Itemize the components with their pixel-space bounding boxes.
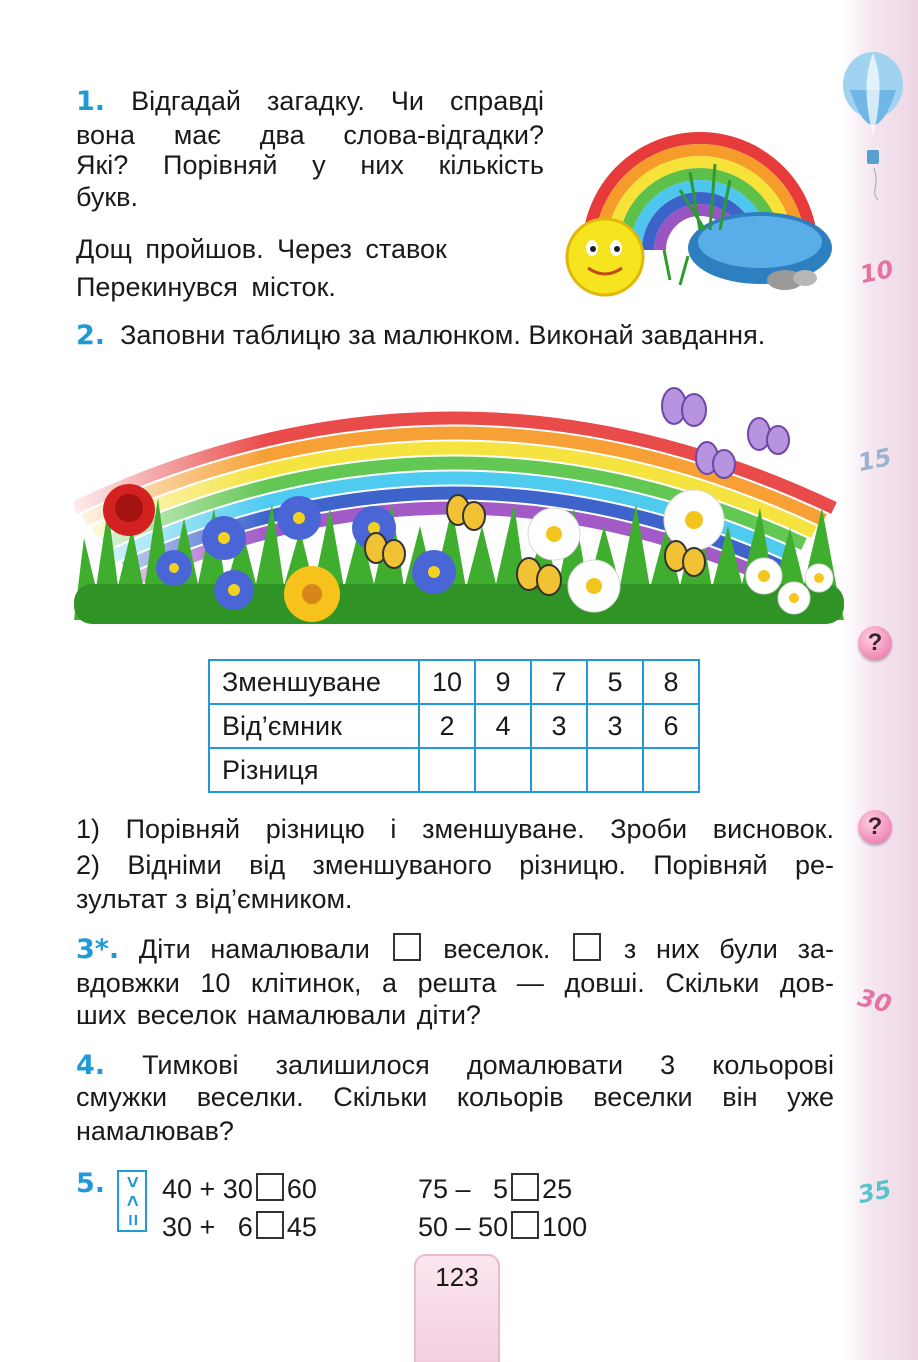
comparison-expression xyxy=(162,1172,317,1206)
task3-text: веселок. xyxy=(443,934,551,964)
table-cell: 7 xyxy=(531,660,587,704)
expression-right: 60 xyxy=(286,1174,317,1204)
task-number: 4. xyxy=(76,1050,106,1081)
task3-text: з них були за- xyxy=(623,934,834,964)
symbol-equal: = xyxy=(121,1214,143,1227)
task2-text: Заповни таблицю за малюнком. Виконай завдання. xyxy=(120,320,766,350)
expression-right: 25 xyxy=(542,1174,573,1204)
empty-answer-cell[interactable] xyxy=(531,748,587,792)
task5-number: 5. xyxy=(76,1168,106,1199)
sidebar-number-35: 35 xyxy=(855,1174,894,1210)
sidebar-number-15: 15 xyxy=(855,442,894,478)
task2-subtask2-line1: 2) Відніми від зменшуваного різницю. Порівняй ре- xyxy=(76,850,834,880)
balloon-icon xyxy=(840,50,910,200)
expression-left: 30 + 6 xyxy=(162,1212,253,1242)
expression-right: 45 xyxy=(286,1212,317,1242)
blank-box[interactable] xyxy=(573,933,601,961)
task1-line3: Які? Порівняй у них кількість xyxy=(76,150,544,180)
row-header-difference: Різниця xyxy=(209,748,419,792)
table-row xyxy=(209,704,699,748)
rainbow-meadow-illustration xyxy=(74,358,844,628)
table-row xyxy=(209,748,699,792)
riddle-line1: Дощ пройшов. Через ставок xyxy=(76,234,447,264)
table-cell: 3 xyxy=(531,704,587,748)
task1-text: Відгадай загадку. Чи справді xyxy=(131,86,544,116)
task3-line1 xyxy=(76,932,834,967)
task1-line1 xyxy=(76,84,544,119)
table-cell: 2 xyxy=(419,704,475,748)
riddle-line2: Перекинувся місток. xyxy=(76,272,336,302)
task4-text: Тимкові залишилося домалювати 3 кольорові xyxy=(142,1050,834,1080)
table-cell: 4 xyxy=(475,704,531,748)
task4-line1 xyxy=(76,1048,834,1083)
sidebar-number-10: 10 xyxy=(857,254,896,290)
comparison-symbols-box xyxy=(117,1170,147,1232)
comparison-expression xyxy=(418,1172,572,1206)
symbol-greater: > xyxy=(121,1175,143,1188)
task4-line3: намалював? xyxy=(76,1116,234,1146)
task3-line2: вдовжки 10 клітинок, а решта — довші. Скільки дов- xyxy=(76,968,834,998)
row-header-subtrahend: Від’ємник xyxy=(209,704,419,748)
difference-table xyxy=(208,659,700,793)
empty-answer-cell[interactable] xyxy=(643,748,699,792)
row-header-minuend: Зменшуване xyxy=(209,660,419,704)
task3-text: Діти намалювали xyxy=(138,934,370,964)
sidebar-number-30: 30 xyxy=(855,983,895,1019)
task4-line2: смужки веселки. Скільки кольорів веселки він уже xyxy=(76,1082,834,1112)
empty-answer-cell[interactable] xyxy=(587,748,643,792)
answer-box[interactable] xyxy=(511,1211,539,1239)
task2-instruction xyxy=(76,318,765,353)
symbol-less: < xyxy=(121,1195,143,1207)
task-number xyxy=(76,1166,105,1201)
expression-left: 75 – 5 xyxy=(418,1174,509,1204)
answer-box[interactable] xyxy=(256,1173,284,1201)
table-cell: 3 xyxy=(587,704,643,748)
task2-subtask1: 1) Порівняй різницю і зменшуване. Зроби висновок. xyxy=(76,814,834,844)
expression-right: 100 xyxy=(542,1212,588,1242)
table-cell: 9 xyxy=(475,660,531,704)
rainbow-pond-illustration xyxy=(560,80,840,305)
table-cell: 5 xyxy=(587,660,643,704)
table-cell: 8 xyxy=(643,660,699,704)
expression-left: 50 – 50 xyxy=(418,1212,509,1242)
answer-box[interactable] xyxy=(256,1211,284,1239)
task2-subtask2-line2: зультат з від’ємником. xyxy=(76,884,353,914)
blank-box[interactable] xyxy=(393,933,421,961)
comparison-expression xyxy=(418,1210,587,1244)
table-cell: 6 xyxy=(643,704,699,748)
table-cell: 10 xyxy=(419,660,475,704)
task-number: 1. xyxy=(76,86,106,117)
question-badge: ? xyxy=(858,626,892,660)
task-number: 3*. xyxy=(76,934,120,965)
page-number: 123 xyxy=(435,1262,479,1292)
comparison-expression xyxy=(162,1210,317,1244)
sidebar-strip xyxy=(842,0,918,1360)
empty-answer-cell[interactable] xyxy=(419,748,475,792)
task1-line2: вона має два слова-відгадки? xyxy=(76,120,544,150)
task1-line4: букв. xyxy=(76,182,139,212)
question-badge: ? xyxy=(858,810,892,844)
task3-line3: ших веселок намалювали діти? xyxy=(76,1000,481,1030)
expression-left: 40 + 30 xyxy=(162,1174,253,1204)
answer-box[interactable] xyxy=(511,1173,539,1201)
task-number: 2. xyxy=(76,320,106,351)
empty-answer-cell[interactable] xyxy=(475,748,531,792)
table-row xyxy=(209,660,699,704)
